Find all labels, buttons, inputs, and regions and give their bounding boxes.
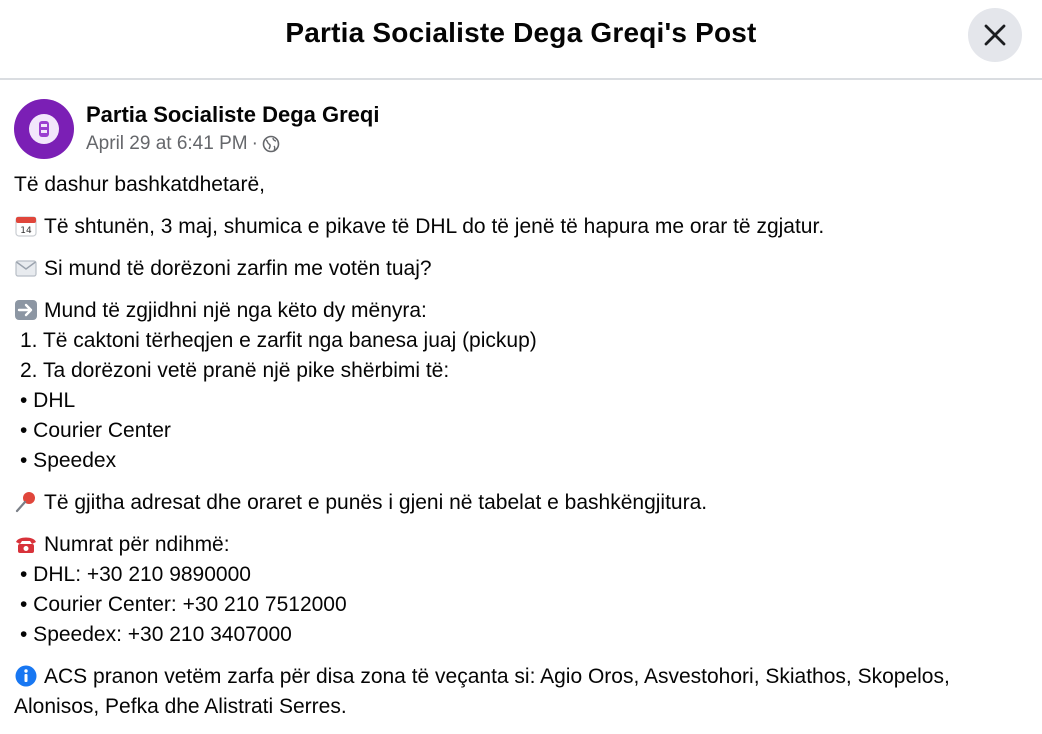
calendar-line: [14, 212, 1024, 242]
pin-text: Të gjitha adresat dhe oraret e punës i gjeni në tabelat e bashkëngjitura.: [44, 491, 708, 514]
option-item: • DHL: [20, 389, 76, 412]
pushpin-icon: [14, 491, 38, 513]
post-body: [14, 170, 1024, 734]
telephone-icon: [14, 533, 38, 555]
post-timestamp[interactable]: April 29 at 6:41 PM: [86, 133, 248, 154]
party-logo-icon: [27, 112, 61, 146]
calendar-icon: [14, 215, 38, 237]
arrow-line: [14, 296, 1024, 326]
option-item: 1. Të caktoni tërheqjen e zarfit nga banesa juaj (pickup): [20, 329, 537, 352]
author-name[interactable]: Partia Socialiste Dega Greqi: [86, 102, 380, 127]
greeting-text: Të dashur bashkatdhetarë,: [14, 173, 265, 196]
close-icon: [983, 23, 1007, 47]
pin-line: [14, 488, 1024, 518]
info-text: ACS pranon vetëm zarfa për disa zona të veçanta si: Agio Oros, Asvestohori, Skiathos, Skopelos, Alonisos, Pefka dhe Alistrati Serres.: [14, 665, 950, 718]
phone-line: [14, 530, 1024, 560]
svg-text:14: 14: [20, 226, 32, 236]
options-block: [14, 296, 1024, 476]
phones-block: [14, 530, 1024, 650]
info-icon: [14, 665, 38, 687]
phone-item: • Courier Center: +30 210 7512000: [20, 593, 347, 616]
phone-item: • DHL: +30 210 9890000: [20, 563, 251, 586]
phone-item: • Speedex: +30 210 3407000: [20, 623, 292, 646]
option-item: • Speedex: [20, 449, 117, 472]
envelope-line: [14, 254, 1024, 284]
option-item: • Courier Center: [20, 419, 171, 442]
avatar[interactable]: [14, 99, 74, 159]
envelope-icon: [14, 257, 38, 279]
modal-header: [0, 0, 1042, 80]
modal-title: Partia Socialiste Dega Greqi's Post: [285, 17, 757, 48]
calendar-text: Të shtunën, 3 maj, shumica e pikave të DHL do të jenë të hapura me orar të zgjatur.: [44, 215, 825, 238]
phone-text: Numrat për ndihmë:: [44, 533, 230, 556]
info-line: [14, 662, 1024, 722]
post-header: [14, 99, 914, 161]
right-arrow-icon: [14, 299, 38, 321]
close-button[interactable]: [968, 8, 1022, 62]
option-item: 2. Ta dorëzoni vetë pranë një pike shërbimi të:: [20, 359, 450, 382]
globe-icon[interactable]: [262, 135, 280, 153]
arrow-text: Mund të zgjidhni një nga këto dy mënyra:: [44, 299, 427, 322]
post-meta: [86, 133, 280, 155]
envelope-text: Si mund të dorëzoni zarfin me votën tuaj?: [44, 257, 432, 280]
meta-separator: ·: [251, 133, 258, 154]
